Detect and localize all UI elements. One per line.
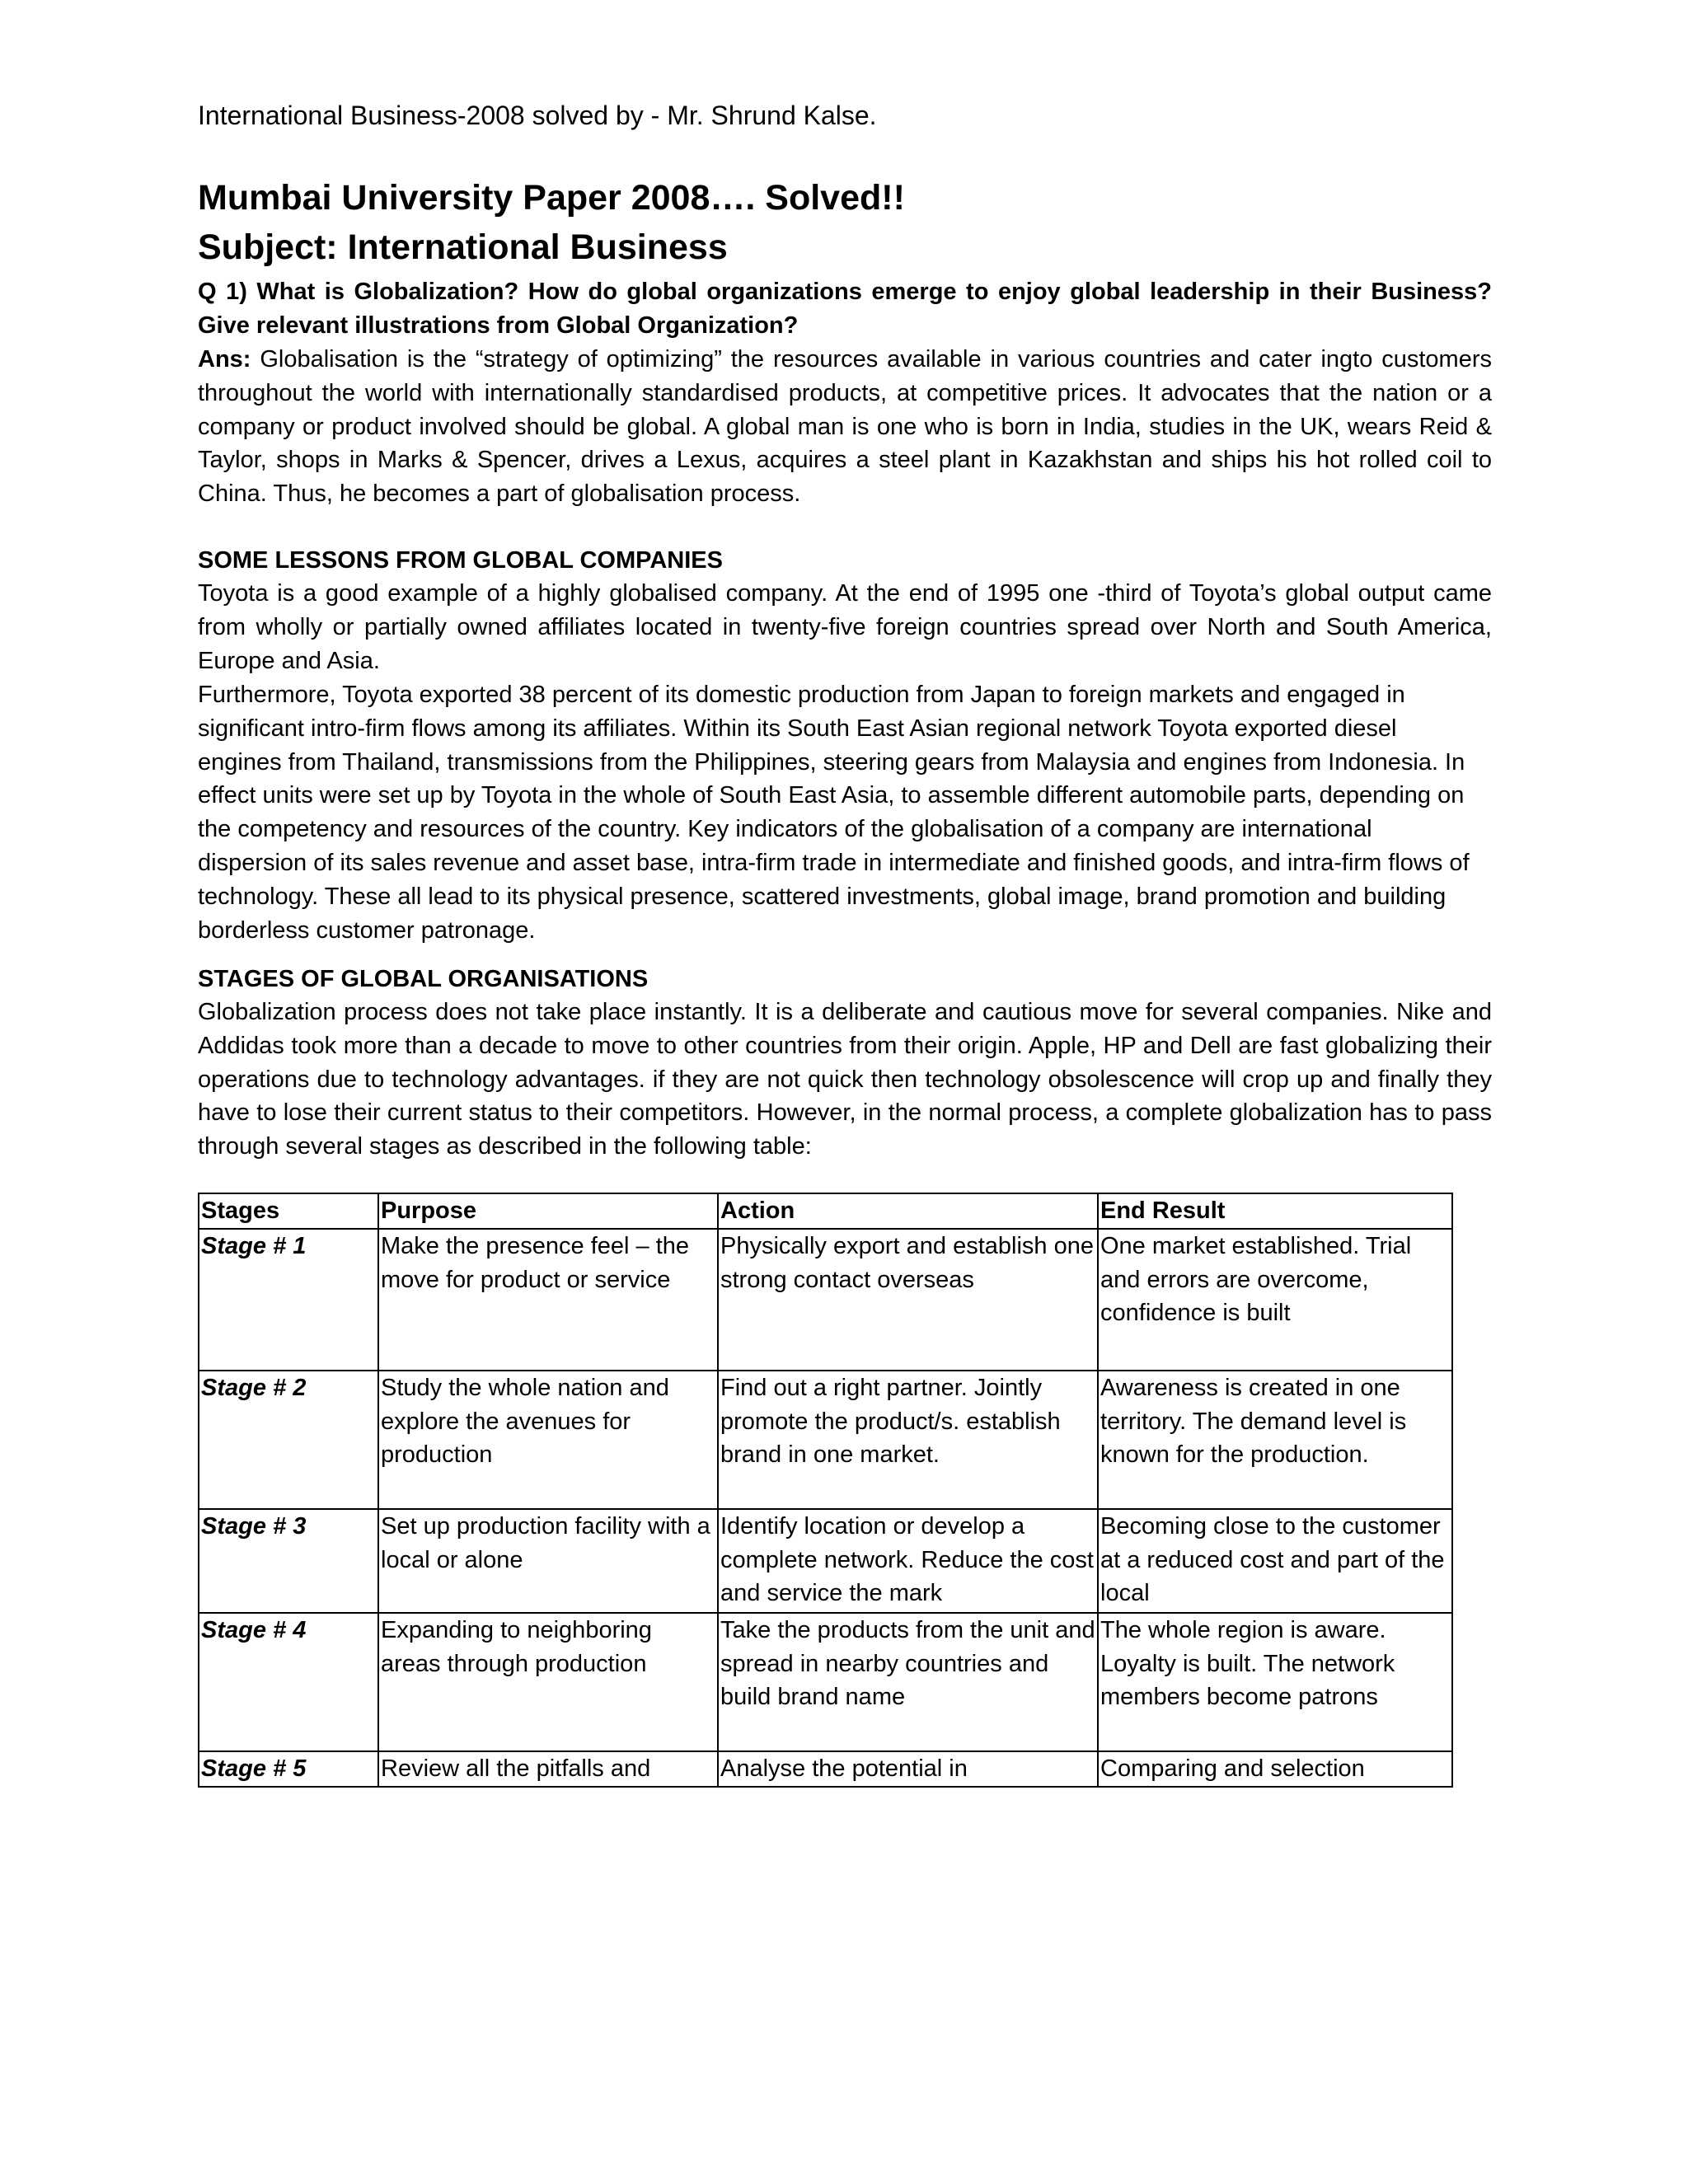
paragraph-toyota-intro: Toyota is a good example of a highly globalised company. At the end of 1995 one -third of Toyota’s global output came from wholly or partially owned affiliates located in twenty-five foreign countries spread over North and South America, Europe and Asia. xyxy=(198,580,1492,674)
action-cell: Identify location or develop a complete network. Reduce the cost and service the mark xyxy=(718,1509,1098,1613)
subject-line: Subject: International Business xyxy=(198,227,728,267)
table-row xyxy=(199,1613,1452,1751)
table-row xyxy=(199,1751,1452,1787)
purpose-cell: Expanding to neighboring areas through production xyxy=(378,1613,718,1751)
answer-label: Ans: xyxy=(198,346,251,373)
stage-cell: Stage # 4 xyxy=(199,1613,378,1751)
answer-text: Globalisation is the “strategy of optimizing” the resources available in various countries and cater ingto customers throughout the world with internationally standardised products, at competitive prices. It advocates that the nation or a company or product involved should be global. A global man is one who is born in India, studies in the UK, wears Reid & Taylor, shops in Marks & Spencer, drives a Lexus, acquires a steel plant in Kazakhstan and ships his hot rolled coil to China. Thus, he becomes a part of globalisation process. xyxy=(198,346,1492,508)
action-cell: Find out a right partner. Jointly promote the product/s. establish brand in one market. xyxy=(718,1371,1098,1509)
purpose-cell: Review all the pitfalls and xyxy=(378,1751,718,1787)
stage-cell: Stage # 3 xyxy=(199,1509,378,1613)
table-row xyxy=(199,1371,1452,1509)
paragraph-toyota-details: Furthermore, Toyota exported 38 percent of its domestic production from Japan to foreign markets and engaged in significant intro-firm flows among its affiliates. Within its South East Asian regional network Toyota exported diesel engines from Thailand, transmissions from the Philippines, steering gears from Malaysia and engines from Indonesia. In effect units were set up by Toyota in the whole of South East Asia, to assemble different automobile parts, depending on the competency and resources of the country. Key indicators of the globalisation of a company are international dispersion of its sales revenue and asset base, intra-firm trade in intermediate and finished goods, and intra-firm flows of technology. These all lead to its physical presence, scattered investments, global image, brand promotion and building borderless customer patronage. xyxy=(198,682,1470,944)
question-text: Q 1) What is Globalization? How do global organizations emerge to enjoy global leadership in their Business? Give relevant illustrations from Global Organization? xyxy=(198,279,1492,339)
page-header: International Business-2008 solved by - Mr. Shrund Kalse. xyxy=(198,101,877,130)
document-title: Mumbai University Paper 2008…. Solved!! xyxy=(198,178,905,218)
end-result-cell: Comparing and selection xyxy=(1098,1751,1452,1787)
end-result-cell: One market established. Trial and errors are overcome, confidence is built xyxy=(1098,1229,1452,1371)
end-result-cell: The whole region is aware. Loyalty is built. The network members become patrons xyxy=(1098,1613,1452,1751)
stage-cell: Stage # 2 xyxy=(199,1371,378,1509)
stage-cell: Stage # 1 xyxy=(199,1229,378,1371)
stage-cell: Stage # 5 xyxy=(199,1751,378,1787)
purpose-cell: Study the whole nation and explore the avenues for production xyxy=(378,1371,718,1509)
table-row xyxy=(199,1509,1452,1613)
paragraph-stages-intro: Globalization process does not take place instantly. It is a deliberate and cautious move for several companies. Nike and Addidas took more than a decade to move to other countries from their origin. Apple, HP and Dell are fast globalizing their operations due to technology advantages. if they are not quick then technology obsolescence will crop up and finally they have to lose their current status to their competitors. However, in the normal process, a complete globalization has to pass through several stages as described in the following table: xyxy=(198,999,1492,1160)
action-cell: Take the products from the unit and spread in nearby countries and build brand name xyxy=(718,1613,1098,1751)
answer-paragraph xyxy=(198,343,1492,511)
end-result-cell: Becoming close to the customer at a reduced cost and part of the local xyxy=(1098,1509,1452,1613)
purpose-cell: Make the presence feel – the move for product or service xyxy=(378,1229,718,1371)
section-heading-stages: STAGES OF GLOBAL ORGANISATIONS xyxy=(198,966,649,992)
action-cell: Physically export and establish one strong contact overseas xyxy=(718,1229,1098,1371)
purpose-cell: Set up production facility with a local or alone xyxy=(378,1509,718,1613)
section-heading-lessons: SOME LESSONS FROM GLOBAL COMPANIES xyxy=(198,547,723,574)
header-cell-stages: Stages xyxy=(199,1193,378,1229)
header-cell-action: Action xyxy=(718,1193,1098,1229)
stages-table xyxy=(198,1193,1453,1788)
table-row xyxy=(199,1229,1452,1371)
table-header-row xyxy=(199,1193,1452,1229)
action-cell: Analyse the potential in xyxy=(718,1751,1098,1787)
header-cell-end-result: End Result xyxy=(1098,1193,1452,1229)
end-result-cell: Awareness is created in one territory. The demand level is known for the production. xyxy=(1098,1371,1452,1509)
header-cell-purpose: Purpose xyxy=(378,1193,718,1229)
